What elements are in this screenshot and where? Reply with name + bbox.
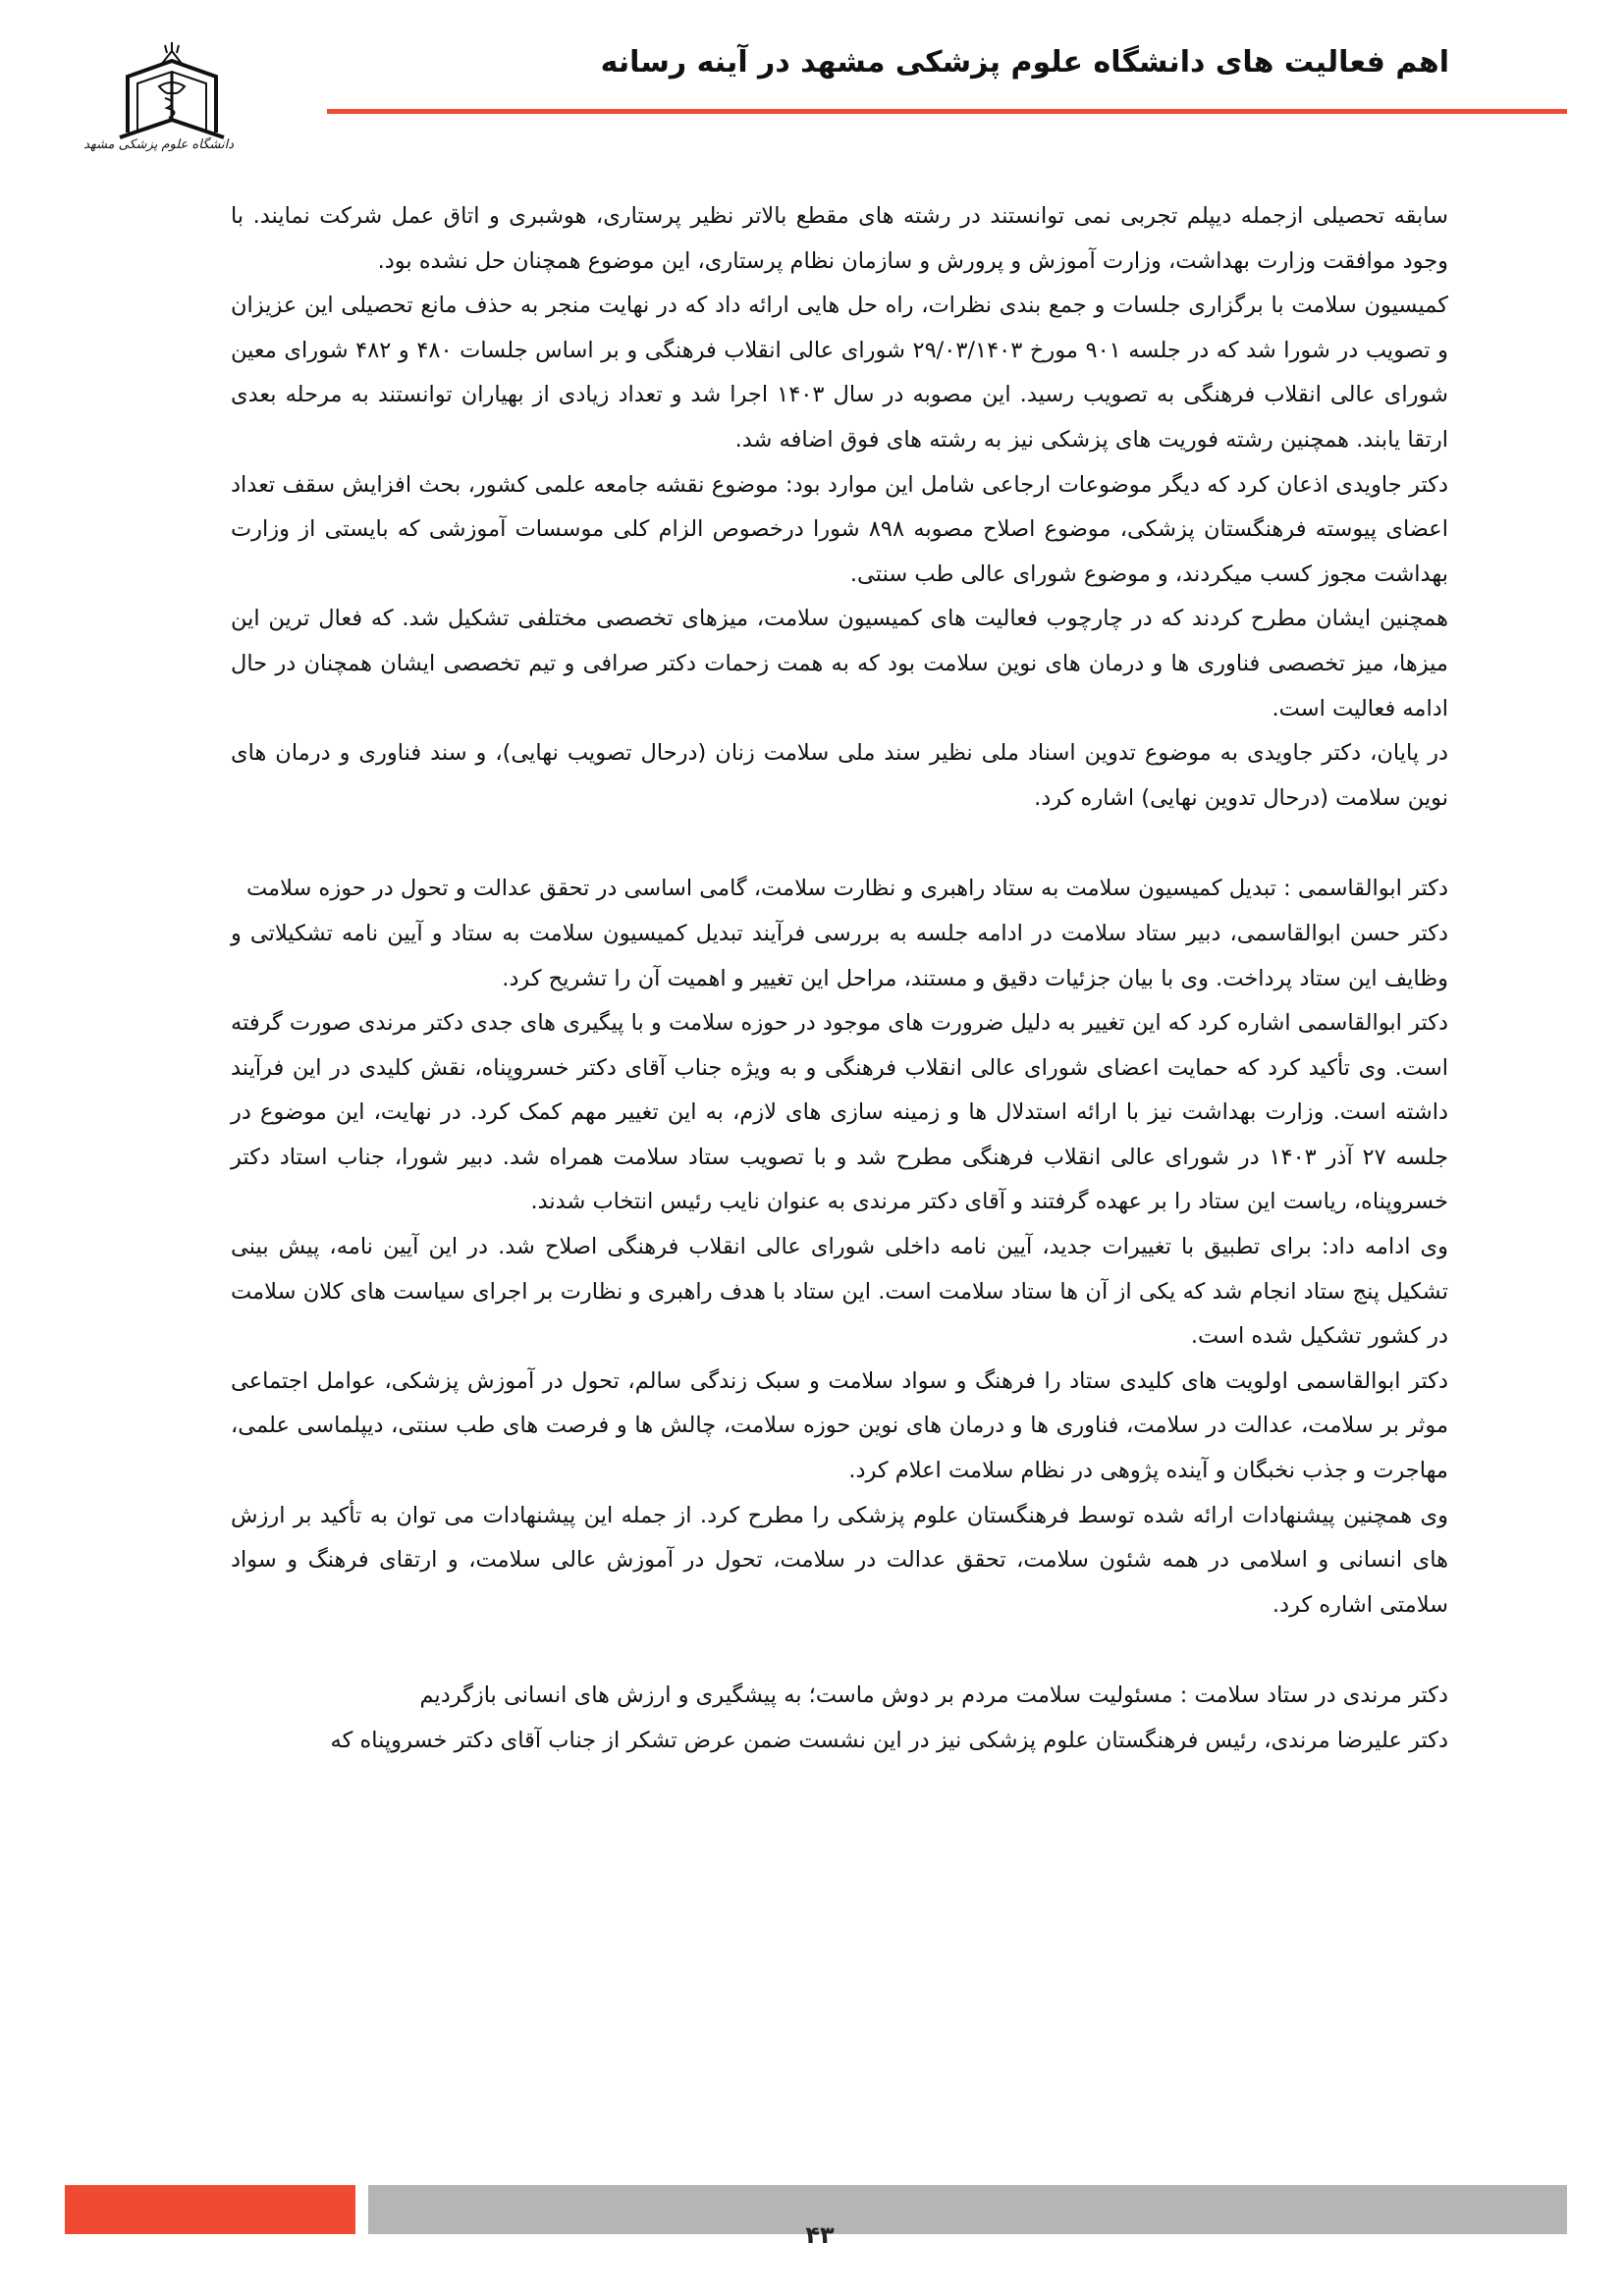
footer-bar-gray [368, 2185, 1567, 2234]
paragraph: دکتر ابوالقاسمی اشاره کرد که این تغییر به دلیل ضرورت های موجود در حوزه سلامت و با پیگیری های جدی دکتر مرندی صورت گرفته است. وی تأکید کرد که حمایت اعضای شورای عالی انقلاب فرهنگی و به ویژه جناب آقای دکتر خسروپناه، نقش کلیدی در این فرآیند داشته است. وزارت بهداشت نیز با ارائه استدلال ها و زمینه سازی های لازم، به این تغییر مهم کمک کرد. در نهایت، این موضوع در جلسه ۲۷ آذر ۱۴۰۳ در شورای عالی انقلاب فرهنگی مطرح شد و با تصویب ستاد سلامت همراه شد. دبیر شورا، جناب استاد دکتر خسروپناه، ریاست این ستاد را بر عهده گرفتند و آقای دکتر مرندی به عنوان نایب رئیس انتخاب شدند. [231, 1010, 1448, 1215]
section-heading: دکتر ابوالقاسمی : تبدیل کمیسیون سلامت به ستاد راهبری و نظارت سلامت، گامی اساسی در تحقق عدالت و تحول در حوزه سلامت [245, 876, 1448, 902]
paragraph-spacer [231, 821, 1448, 867]
article-body [231, 194, 1448, 1764]
paragraph: همچنین ایشان مطرح کردند که در چارچوب فعالیت های کمیسیون سلامت، میزهای تخصصی مختلفی تشکیل شد. که فعال ترین این میزها، میز تخصصی فناوری ها و درمان های نوین سلامت بود که به همت زحمات دکتر صرافی و تیم تخصصی ایشان همچنان در حال ادامه فعالیت است. [231, 606, 1448, 721]
paragraph: سابقه تحصیلی ازجمله دیپلم تجربی نمی توانستند در رشته های مقطع بالاتر نظیر پرستاری، هوشبری و اتاق عمل شرکت نمایند. با وجود موافقت وزارت بهداشت، وزارت آموزش و پرورش و سازمان نظام پرستاری، این موضوع همچنان حل نشده بود. [231, 203, 1448, 274]
header-divider [327, 109, 1567, 114]
paragraph: در پایان، دکتر جاویدی به موضوع تدوین اسناد ملی نظیر سند ملی سلامت زنان (درحال تصویب نهایی)، و سند فناوری و درمان های نوین سلامت (درحال تدوین نهایی) اشاره کرد. [231, 740, 1448, 811]
logo-caption: دانشگاه علوم پزشکی مشهد [83, 137, 234, 152]
paragraph: دکتر حسن ابوالقاسمی، دبیر ستاد سلامت در ادامه جلسه به بررسی فرآیند تبدیل کمیسیون سلامت به ستاد و آیین نامه تشکیلاتی و وظایف این ستاد پرداخت. وی با بیان جزئیات دقیق و مستند، مراحل این تغییر و اهمیت آن را تشریح کرد. [231, 920, 1448, 991]
footer-bar-red [65, 2185, 355, 2234]
header-title: اهم فعالیت های دانشگاه علوم پزشکی مشهد در آینه رسانه [600, 45, 1449, 80]
paragraph: دکتر علیرضا مرندی، رئیس فرهنگستان علوم پزشکی نیز در این نشست ضمن عرض تشکر از جناب آقای دکتر خسروپناه که [330, 1728, 1448, 1753]
paragraph: وی ادامه داد: برای تطبیق با تغییرات جدید، آیین نامه داخلی شورای عالی انقلاب فرهنگی اصلاح شد. در این آیین نامه، پیش بینی تشکیل پنج ستاد انجام شد که یکی از آن ها ستاد سلامت است. این ستاد با هدف راهبری و نظارت بر اجرای سیاست های کلان سلامت در کشور تشکیل شده است. [231, 1234, 1448, 1350]
paragraph-spacer [231, 1628, 1448, 1674]
paragraph: دکتر ابوالقاسمی اولویت های کلیدی ستاد را فرهنگ و سواد سلامت و سبک زندگی سالم، تحول در آموزش پزشکی، عوامل اجتماعی موثر بر سلامت، عدالت در سلامت، فناوری ها و درمان های نوین حوزه سلامت، چالش ها و فرصت های طب سنتی، دیپلماسی علمی، مهاجرت و جذب نخبگان و آینده پژوهی در نظام سلامت اعلام کرد. [231, 1367, 1448, 1484]
paragraph: کمیسیون سلامت با برگزاری جلسات و جمع بندی نظرات، راه حل هایی ارائه داد که در نهایت منجر به حذف مانع تحصیلی این عزیزان و تصویب در شورا شد که در جلسه ۹۰۱ مورخ ۲۹/۰۳/۱۴۰۳ شورای عالی انقلاب فرهنگی و بر اساس جلسات ۴۸۰ و ۴۸۲ شورای معین شورای عالی انقلاب فرهنگی به تصویب رسید. این مصوبه در سال ۱۴۰۳ اجرا شد و تعداد زیادی از بهیاران توانستند به مرحله بعدی ارتقا یابند. همچنین رشته فوریت های پزشکی نیز به رشته های فوق اضافه شد. [231, 293, 1448, 453]
paragraph: دکتر جاویدی اذعان کرد که دیگر موضوعات ارجاعی شامل این موارد بود: موضوع نقشه جامعه علمی کشور، بحث افزایش سقف تعداد اعضای پیوسته فرهنگستان پزشکی، موضوع اصلاح مصوبه ۸۹۸ شورا درخصوص الزام کلی موسسات آموزشی که بایستی از وزارت بهداشت مجوز کسب میکردند، و موضوع شورای عالی طب سنتی. [231, 471, 1448, 587]
page-header [0, 0, 1624, 152]
page-number: ۴۳ [805, 2221, 835, 2249]
paragraph: وی همچنین پیشنهادات ارائه شده توسط فرهنگستان علوم پزشکی را مطرح کرد. از جمله این پیشنهادات می توان به تأکید بر ارزش های انسانی و اسلامی در همه شئون سلامت، تحقق عدالت در سلامت، تحول در آموزش عالی سلامت، و ارتقای فرهنگ و سواد سلامتی اشاره کرد. [231, 1502, 1448, 1618]
section-heading: دکتر مرندی در ستاد سلامت : مسئولیت سلامت مردم بر دوش ماست؛ به پیشگیری و ارزش های انسانی بازگردیم [419, 1682, 1448, 1709]
